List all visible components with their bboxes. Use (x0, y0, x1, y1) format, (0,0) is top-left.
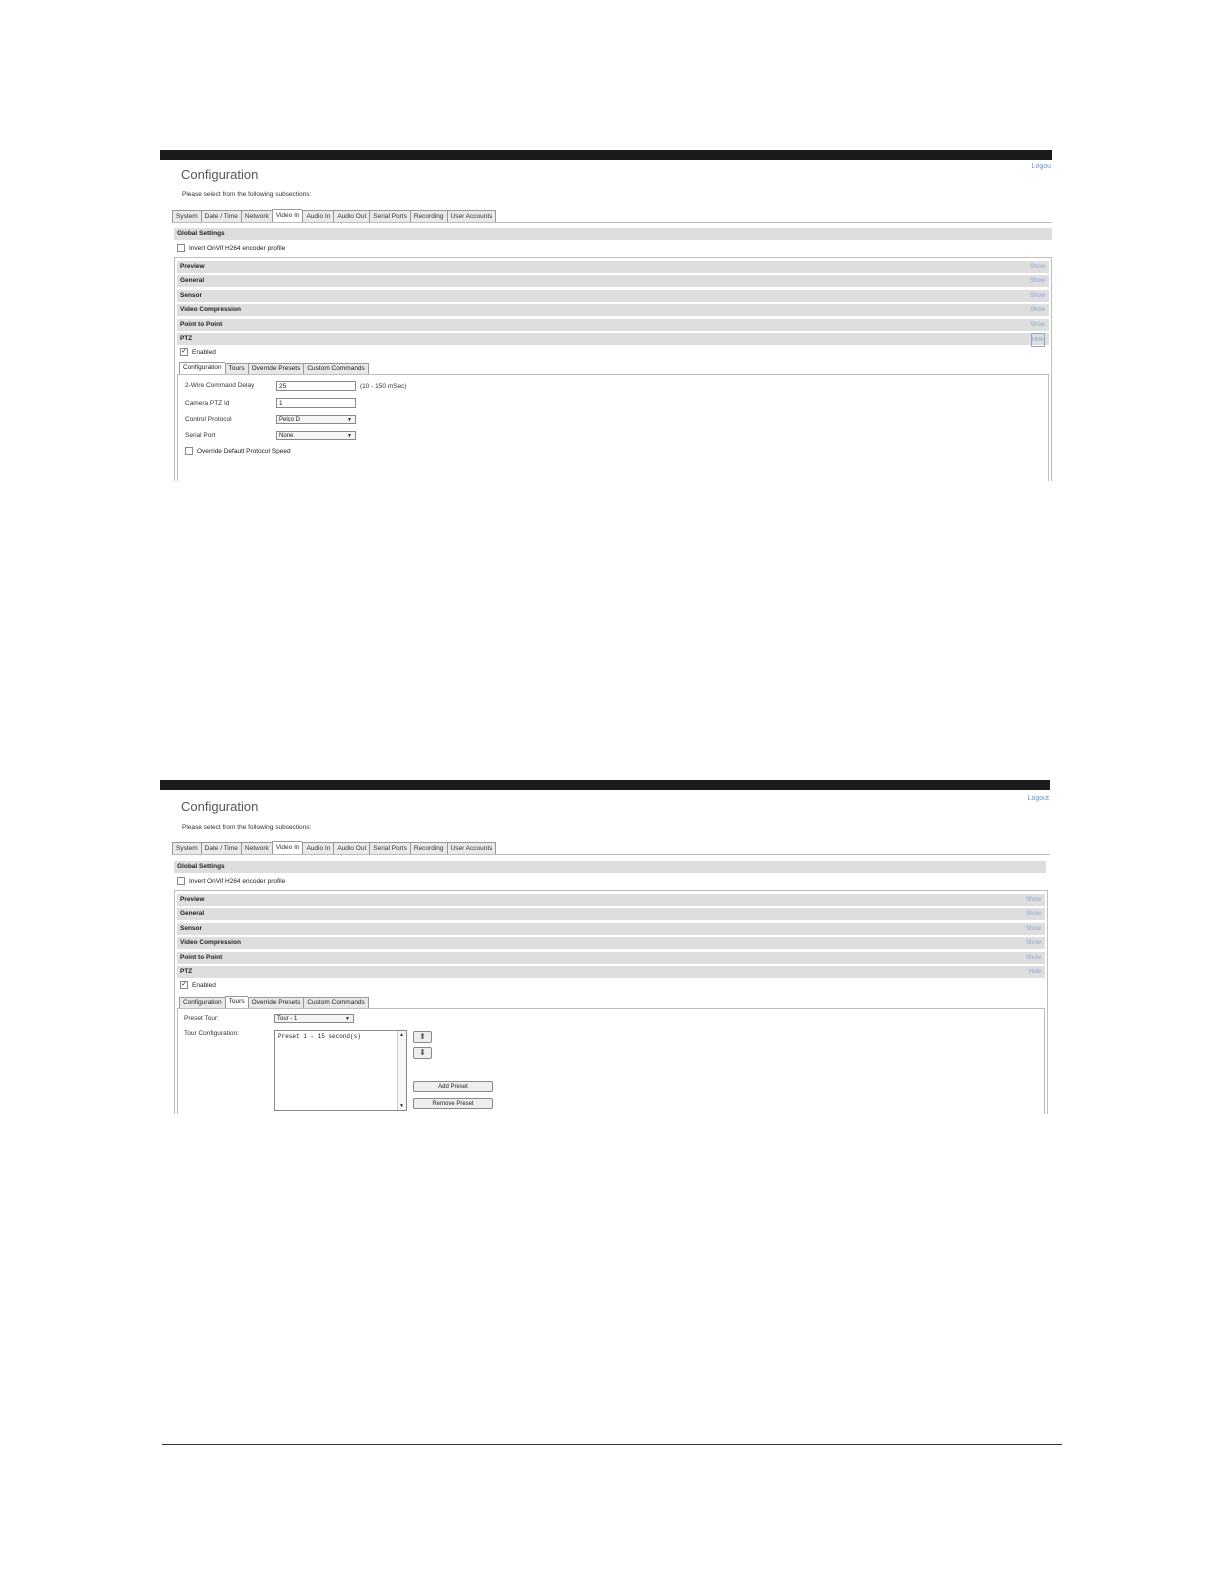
section-general-toggle[interactable]: Show (1029, 278, 1045, 284)
invert-onvif-checkbox-row[interactable] (177, 244, 285, 252)
subtab-tours[interactable]: Tours (225, 363, 248, 375)
page-footer-rule (162, 1444, 1062, 1445)
section-sensor[interactable] (177, 923, 1045, 935)
add-preset-button[interactable]: Add Preset (413, 1081, 493, 1092)
subtab-custom-commands[interactable]: Custom Commands (303, 997, 368, 1009)
section-preview-label: Preview (180, 896, 205, 903)
tab-serial-ports[interactable]: Serial Ports (369, 210, 410, 223)
global-settings-label: Global Settings (177, 863, 225, 870)
section-point-to-point-label: Point to Point (180, 954, 223, 961)
preset-tour-label: Preset Tour: (184, 1015, 219, 1022)
section-point-to-point-toggle[interactable]: Show (1025, 955, 1041, 961)
tab-audio-in[interactable]: Audio In (302, 842, 333, 855)
section-preview-label: Preview (180, 263, 205, 270)
command-delay-label: 2-Wire Command Delay (185, 382, 255, 389)
invert-onvif-checkbox[interactable] (177, 244, 185, 252)
control-protocol-value: Pelco D (279, 417, 301, 423)
invert-onvif-checkbox-row[interactable] (177, 877, 285, 885)
override-speed-label: Override Default Protocol Speed (197, 447, 291, 455)
chevron-down-icon: ▼ (347, 417, 352, 423)
section-ptz-label: PTZ (180, 968, 193, 975)
subtab-override-presets[interactable]: Override Presets (248, 997, 304, 1009)
tab-video-in[interactable]: Video In (272, 841, 303, 855)
section-sensor-toggle[interactable]: Show (1029, 293, 1045, 299)
section-point-to-point[interactable] (177, 952, 1045, 964)
section-point-to-point-toggle[interactable]: Show (1029, 322, 1045, 328)
ptz-enabled-row[interactable] (180, 348, 216, 356)
ptz-configuration-panel (177, 374, 1049, 481)
window-top-bar (160, 150, 1052, 160)
global-settings-header (174, 228, 1052, 240)
section-ptz-label: PTZ (180, 335, 193, 342)
chevron-down-icon: ▼ (345, 1016, 350, 1022)
section-preview-toggle[interactable]: Show (1025, 897, 1041, 903)
tab-audio-out[interactable]: Audio Out (333, 842, 369, 855)
control-protocol-select[interactable] (276, 415, 356, 424)
section-general-label: General (180, 910, 205, 917)
chevron-down-icon: ▼ (347, 433, 352, 439)
section-video-compression-toggle[interactable]: Show (1029, 307, 1045, 313)
section-ptz[interactable] (177, 333, 1049, 345)
video-in-panel (174, 257, 1052, 481)
section-video-compression[interactable] (177, 937, 1045, 949)
ptz-enabled-label: Enabled (192, 981, 216, 989)
page-title: Configuration (181, 799, 259, 814)
subtab-custom-commands[interactable]: Custom Commands (303, 363, 368, 375)
tab-divider (172, 854, 1050, 855)
ptz-enabled-checkbox[interactable]: ✓ (181, 348, 187, 355)
serial-port-value: None (279, 433, 294, 439)
section-sensor[interactable] (177, 290, 1049, 302)
camera-ptz-id-label: Camera PTZ Id (185, 400, 230, 407)
tour-list-item[interactable]: Preset 1 - 15 second(s) (278, 1033, 361, 1040)
invert-onvif-checkbox[interactable] (177, 877, 185, 885)
subtab-tours[interactable]: Tours (225, 996, 248, 1009)
tab-serial-ports[interactable]: Serial Ports (369, 842, 410, 855)
move-preset-up-button[interactable] (413, 1031, 432, 1043)
tab-divider (172, 222, 1052, 223)
tour-configuration-list[interactable] (274, 1030, 407, 1111)
tab-recording[interactable]: Recording (410, 842, 447, 855)
serial-port-label: Serial Port (185, 432, 216, 439)
tab-network[interactable]: Network (241, 210, 272, 223)
section-ptz-toggle[interactable]: Hide (1028, 969, 1041, 975)
subtab-configuration[interactable]: Configuration (179, 362, 225, 375)
config-screenshot-ptz-tours (160, 780, 1050, 1114)
tour-configuration-label: Tour Configuration: (184, 1030, 239, 1037)
scroll-down-icon[interactable]: ▼ (400, 1103, 404, 1109)
remove-preset-button[interactable]: Remove Preset (413, 1098, 493, 1109)
section-general[interactable] (177, 275, 1049, 287)
page-subtitle: Please select from the following subsections: (182, 191, 312, 198)
tab-date-time[interactable]: Date / Time (201, 210, 241, 223)
page-subtitle: Please select from the following subsections: (182, 824, 312, 831)
command-delay-input[interactable]: 25 (276, 381, 356, 391)
global-settings-label: Global Settings (177, 230, 225, 237)
page-title: Configuration (181, 167, 259, 182)
serial-port-select[interactable] (276, 431, 356, 440)
preset-tour-select[interactable] (274, 1014, 354, 1023)
video-in-panel (174, 890, 1048, 1114)
arrow-up-icon: ⬆ (419, 1032, 426, 1041)
invert-onvif-label: Invert OnVif H264 encoder profile (189, 244, 286, 252)
ptz-tours-panel (177, 1008, 1045, 1114)
scroll-up-icon[interactable]: ▲ (400, 1032, 404, 1038)
tab-user-accounts[interactable]: User Accounts (447, 842, 497, 855)
section-video-compression-toggle[interactable]: Show (1025, 940, 1041, 946)
logout-link[interactable]: Logou (1031, 163, 1051, 170)
section-general-toggle[interactable]: Show (1025, 911, 1041, 917)
section-video-compression-label: Video Compression (180, 306, 241, 313)
tab-system[interactable]: System (172, 842, 201, 855)
section-sensor-label: Sensor (180, 292, 203, 299)
ptz-enabled-row[interactable] (180, 981, 216, 989)
section-sensor-label: Sensor (180, 925, 203, 932)
tab-network[interactable]: Network (241, 842, 272, 855)
arrow-down-icon: ⬇ (419, 1048, 426, 1057)
list-scrollbar[interactable] (397, 1031, 406, 1110)
section-sensor-toggle[interactable]: Show (1025, 926, 1041, 932)
window-top-bar (160, 780, 1050, 790)
section-ptz[interactable] (177, 966, 1045, 978)
section-point-to-point[interactable] (177, 319, 1049, 331)
global-settings-header (174, 861, 1046, 873)
config-screenshot-ptz-configuration (160, 150, 1052, 481)
ptz-enabled-checkbox[interactable]: ✓ (181, 981, 187, 988)
tab-audio-in[interactable]: Audio In (302, 210, 333, 223)
section-ptz-toggle[interactable]: Hide (1031, 333, 1045, 347)
ptz-enabled-label: Enabled (192, 348, 216, 356)
camera-ptz-id-input[interactable]: 1 (276, 398, 356, 408)
section-video-compression[interactable] (177, 304, 1049, 316)
section-point-to-point-label: Point to Point (180, 321, 223, 328)
tab-recording[interactable]: Recording (410, 210, 447, 223)
subtab-configuration[interactable]: Configuration (179, 997, 225, 1009)
section-general[interactable] (177, 908, 1045, 920)
tab-user-accounts[interactable]: User Accounts (447, 210, 497, 223)
logout-link[interactable]: Logout (1027, 795, 1049, 802)
section-preview[interactable] (177, 261, 1049, 273)
tab-video-in[interactable]: Video In (272, 209, 303, 223)
control-protocol-label: Control Protocol (185, 416, 232, 423)
tab-date-time[interactable]: Date / Time (201, 842, 241, 855)
tab-system[interactable]: System (172, 210, 201, 223)
preset-tour-value: Tour - 1 (277, 1016, 298, 1022)
tab-audio-out[interactable]: Audio Out (333, 210, 369, 223)
override-speed-checkbox[interactable] (185, 447, 193, 455)
section-preview-toggle[interactable]: Show (1029, 264, 1045, 270)
section-preview[interactable] (177, 894, 1045, 906)
invert-onvif-label: Invert OnVif H264 encoder profile (189, 877, 286, 885)
command-delay-hint: (10 - 150 mSec) (360, 383, 407, 390)
move-preset-down-button[interactable] (413, 1047, 432, 1059)
section-video-compression-label: Video Compression (180, 939, 241, 946)
override-speed-row[interactable] (185, 447, 291, 455)
section-general-label: General (180, 277, 205, 284)
subtab-override-presets[interactable]: Override Presets (248, 363, 304, 375)
